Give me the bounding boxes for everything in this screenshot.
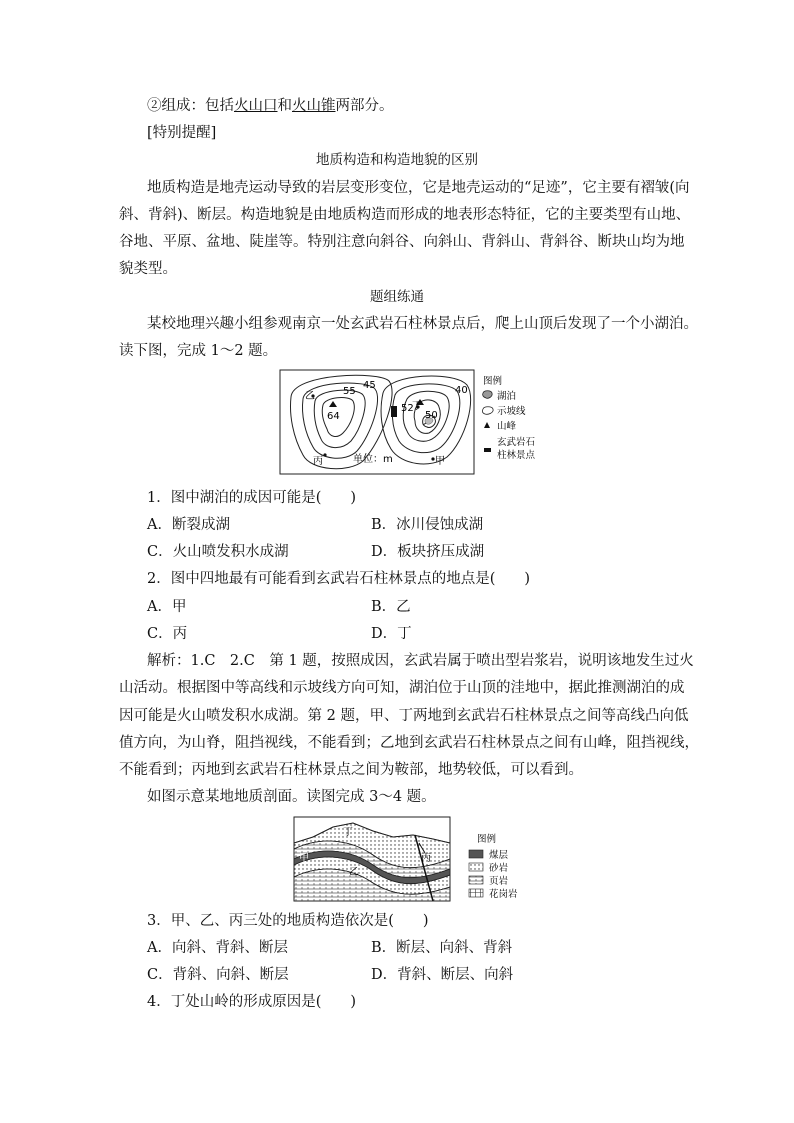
q2-option-a: A．甲 xyxy=(147,599,187,615)
legend-shale-icon xyxy=(469,876,483,884)
profile-label-yi: 乙 xyxy=(349,867,359,878)
legend-peak: 山峰 xyxy=(497,421,517,432)
practice-title: 题组练通 xyxy=(370,289,424,305)
paragraph-line-4: 貌类型。 xyxy=(119,261,177,277)
profile-intro: 如图示意某地地质剖面。读图完成 3～4 题。 xyxy=(147,789,436,805)
paragraph-line-2: 斜、背斜)、断层。构造地貌是由地质构造而形成的地表形态特征，它的主要类型有山地、 xyxy=(119,207,691,223)
legend-slope: 示坡线 xyxy=(497,406,526,417)
question-intro-line-1: 某校地理兴趣小组参观南京一处玄武岩石柱林景点后，爬上山顶后发现了一个小湖泊。 xyxy=(147,316,698,332)
legend-basalt-1: 玄武岩石 xyxy=(497,437,536,448)
label-52: 52 xyxy=(401,403,414,414)
legend-lake-icon xyxy=(483,391,493,399)
q2-option-b: B．乙 xyxy=(371,599,411,615)
legend-basalt-2: 柱林景点 xyxy=(497,450,536,461)
legend-granite-icon xyxy=(469,889,483,897)
analysis-line-3: 因可能是火山喷发积水成湖。第 2 题，甲、丁两地到玄武岩石柱林景点之间等高线凸向低 xyxy=(119,708,689,724)
label-50: 50 xyxy=(425,410,438,421)
q1-option-a: A．断裂成湖 xyxy=(147,517,230,533)
legend-basalt-icon xyxy=(484,448,491,452)
section-title: 地质构造和构造地貌的区别 xyxy=(316,152,478,168)
cone-term: 火山锥 xyxy=(292,98,336,114)
legend-coal: 煤层 xyxy=(489,850,509,861)
label-55: 55 xyxy=(343,386,356,397)
composition-mid: 和 xyxy=(277,98,292,114)
q3-option-a: A．向斜、背斜、断层 xyxy=(147,940,288,956)
composition-prefix: ②组成：包括 xyxy=(147,98,234,114)
q1-option-d: D．板块挤压成湖 xyxy=(371,544,485,560)
crater-term: 火山口 xyxy=(234,98,278,114)
profile-label-jia: 甲 xyxy=(299,853,309,864)
q3-option-c: C．背斜、向斜、断层 xyxy=(147,967,289,983)
label-unit: 单位：m xyxy=(353,454,393,465)
q3-option-d: D．背斜、断层、向斜 xyxy=(371,967,514,983)
analysis-line-2: 山活动。根据图中等高线和示坡线方向可知，湖泊位于山顶的洼地中，据此推测湖泊的成 xyxy=(119,680,685,696)
q2-option-c: C．丙 xyxy=(147,626,188,642)
contour-map-figure xyxy=(279,369,549,475)
legend-peak-icon xyxy=(484,422,490,428)
basalt-rect xyxy=(391,406,397,417)
legend-granite: 花岗岩 xyxy=(489,889,518,900)
geologic-profile-figure xyxy=(293,815,533,903)
legend-shale: 页岩 xyxy=(489,876,509,887)
paragraph-line-1: 地质构造是地壳运动导致的岩层变形变位，它是地壳运动的“足迹”，它主要有褶皱(向 xyxy=(147,180,690,196)
label-64: 64 xyxy=(327,411,340,422)
question-1-stem: 1．图中湖泊的成因可能是( ) xyxy=(147,490,357,506)
label-bing: 丙 xyxy=(313,456,323,467)
profile-label-bing: 丙 xyxy=(421,853,431,864)
analysis-line-5: 不能看到；丙地到玄武岩石柱林景点之间为鞍部，地势较低，可以看到。 xyxy=(119,762,583,778)
label-45: 45 xyxy=(363,380,376,391)
profile-legend-title: 图例 xyxy=(477,834,497,845)
legend-coal-icon xyxy=(469,850,483,858)
legend-lake: 湖泊 xyxy=(497,391,517,402)
legend-title: 图例 xyxy=(483,376,503,387)
legend-sandstone-icon xyxy=(469,863,483,871)
legend-sandstone: 砂岩 xyxy=(489,863,509,874)
composition-line xyxy=(147,96,394,116)
question-intro-line-2: 读下图，完成 1～2 题。 xyxy=(119,343,278,359)
label-yi: 乙 xyxy=(305,391,315,402)
q3-option-b: B．断层、向斜、背斜 xyxy=(371,940,513,956)
question-2-stem: 2．图中四地最有可能看到玄武岩石柱林景点的地点是( ) xyxy=(147,571,531,587)
profile-label-ding: 丁 xyxy=(343,827,353,838)
composition-suffix: 两部分。 xyxy=(335,98,394,114)
analysis-line-1: 解析：1.C 2.C 第 1 题，按照成因，玄武岩属于喷出型岩浆岩，说明该地发生过火 xyxy=(147,653,694,669)
legend-slope-icon xyxy=(482,407,493,415)
question-4-stem: 4．丁处山岭的形成原因是( ) xyxy=(147,994,357,1010)
question-3-stem: 3．甲、乙、丙三处的地质构造依次是( ) xyxy=(147,913,429,929)
label-ding: 丁 xyxy=(412,401,422,412)
special-tip: [特别提醒] xyxy=(147,125,217,141)
analysis-line-4: 值方向，为山脊，阻挡视线，不能看到；乙地到玄武岩石柱林景点之间有山峰，阻挡视线， xyxy=(119,735,699,751)
q2-option-d: D．丁 xyxy=(371,626,412,642)
label-40: 40 xyxy=(455,385,468,396)
label-jia: 甲 xyxy=(435,456,445,467)
q1-option-b: B．冰川侵蚀成湖 xyxy=(371,517,484,533)
point-bing xyxy=(323,453,326,456)
paragraph-line-3: 谷地、平原、盆地、陡崖等。特别注意向斜谷、向斜山、背斜山、背斜谷、断块山均为地 xyxy=(119,234,685,250)
q1-option-c: C．火山喷发积水成湖 xyxy=(147,544,289,560)
